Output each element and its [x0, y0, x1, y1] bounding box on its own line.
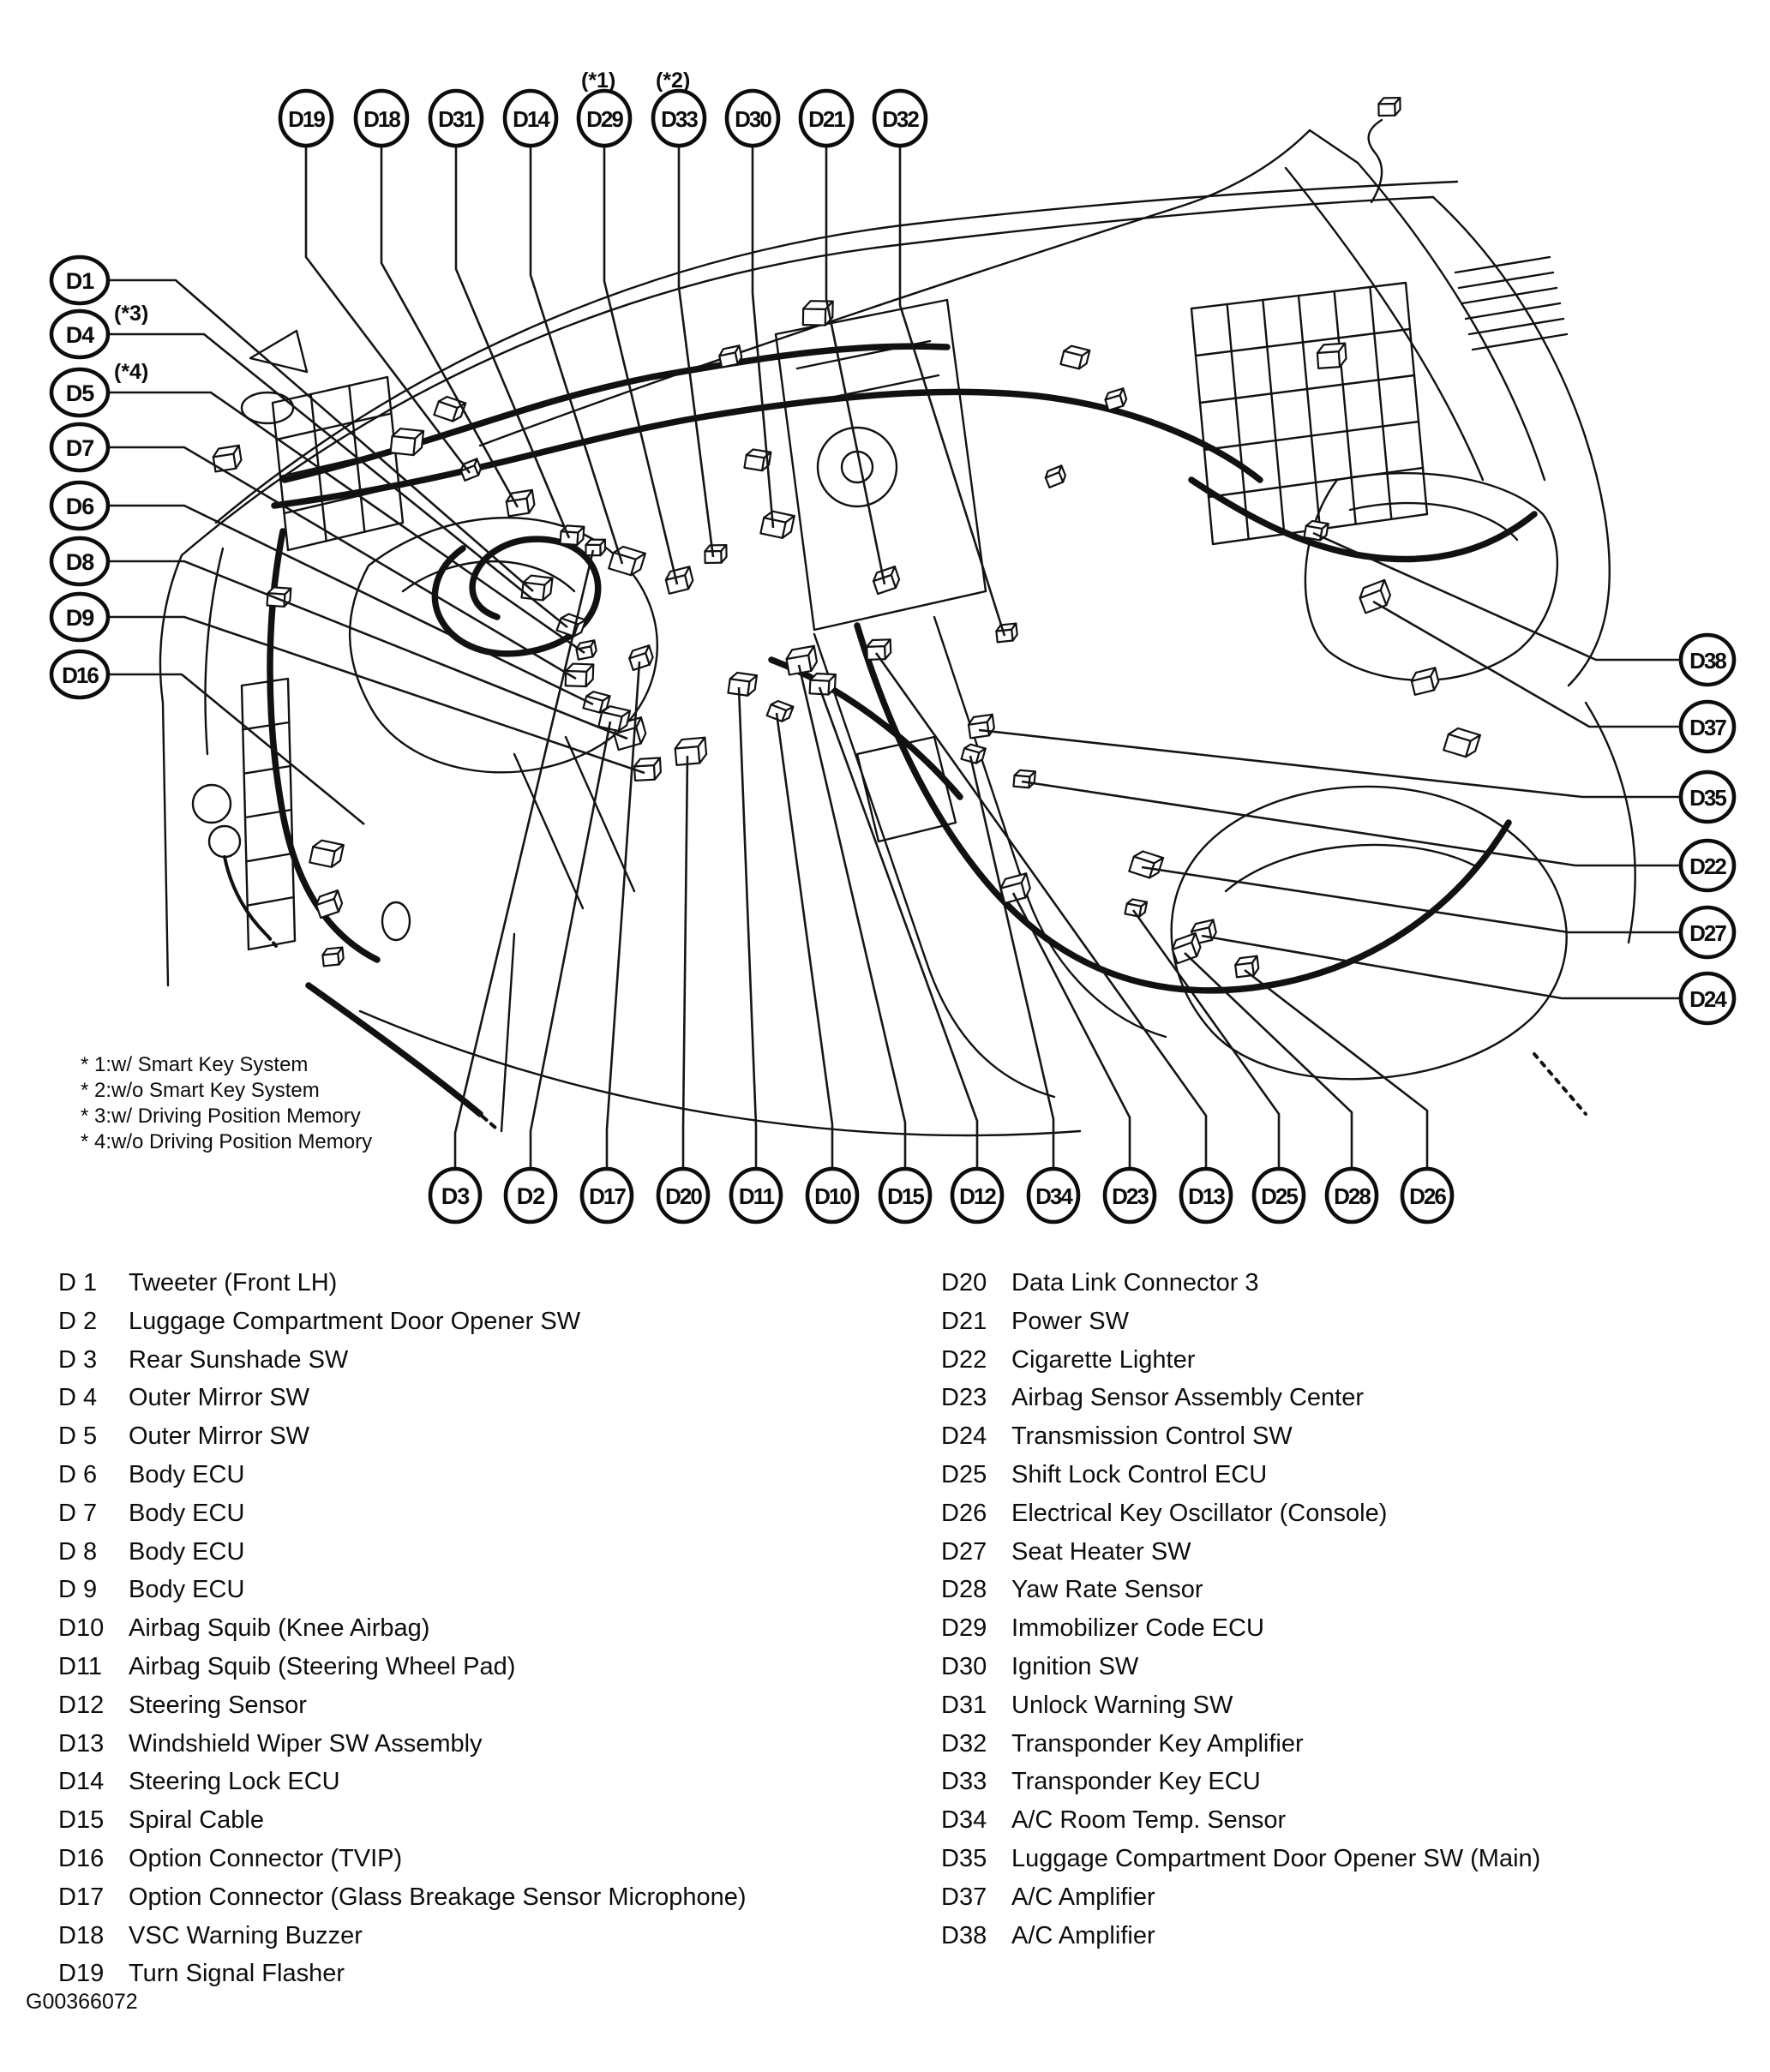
legend-label: Cigarette Lighter	[1011, 1345, 1196, 1374]
connector-box	[871, 566, 901, 594]
callout-label: D18	[363, 106, 399, 132]
connector-box	[1410, 668, 1440, 694]
legend-code: D 1	[58, 1269, 98, 1296]
callout-D7	[51, 424, 108, 470]
legend-code: D16	[58, 1845, 105, 1872]
connector-box	[1129, 849, 1163, 880]
legend-label: Body ECU	[129, 1499, 245, 1527]
footnote-mark-d29: (*1)	[581, 69, 616, 93]
leader-line	[1013, 893, 1130, 1169]
leader-line	[531, 146, 622, 564]
legend-label: Transponder Key Amplifier	[1011, 1729, 1304, 1758]
leader-line	[683, 756, 687, 1169]
callout-label: D34	[1035, 1183, 1071, 1209]
callout-D8	[51, 538, 108, 584]
footnote-mark-d33: (*2)	[656, 69, 691, 93]
legend-row	[941, 1384, 1364, 1412]
legend-row	[941, 1461, 1267, 1489]
callout-label: D30	[735, 106, 771, 132]
legend-code: D12	[58, 1691, 105, 1719]
callout-label: D37	[1689, 715, 1725, 740]
connector-box	[1378, 98, 1400, 116]
legend-label: Yaw Rate Sensor	[1011, 1576, 1203, 1604]
callout-D12	[952, 1169, 1002, 1222]
legend-label: Airbag Squib (Knee Airbag)	[129, 1614, 430, 1643]
callout-D9	[51, 594, 108, 640]
legend-label: Steering Lock ECU	[129, 1768, 340, 1796]
callout-label: D9	[65, 605, 94, 631]
legend-label: Airbag Sensor Assembly Center	[1011, 1384, 1365, 1412]
leader-line	[1373, 602, 1681, 727]
connector-box	[309, 839, 343, 869]
callout-label: D35	[1689, 785, 1725, 811]
legend-row	[58, 1768, 340, 1796]
connector-box	[1104, 388, 1128, 410]
legend-row	[58, 1614, 429, 1643]
legend-code: D 8	[58, 1537, 98, 1566]
connector-box	[1170, 933, 1203, 963]
callout-label: D16	[62, 662, 98, 688]
callout-D11	[731, 1169, 781, 1222]
leader-line	[106, 392, 585, 653]
legend-row	[58, 1653, 515, 1681]
legend-row	[58, 1422, 309, 1451]
legend-row	[941, 1308, 1129, 1336]
callout-label: D12	[959, 1183, 995, 1209]
connector-box	[968, 715, 995, 739]
connector-box	[810, 674, 836, 695]
leader-line	[106, 674, 364, 824]
legend-label: Body ECU	[129, 1537, 245, 1566]
legend-label: Windshield Wiper SW Assembly	[129, 1729, 483, 1758]
legend-code: D34	[941, 1806, 987, 1835]
legend-code: D23	[941, 1384, 987, 1412]
legend-code: D28	[941, 1576, 987, 1604]
callout-D18	[356, 91, 407, 146]
legend-row	[58, 1806, 264, 1835]
legend-code: D37	[941, 1883, 987, 1911]
callout-label: D10	[814, 1183, 850, 1209]
connector-box	[521, 575, 552, 602]
legend-code: D21	[941, 1307, 987, 1335]
callout-label: D21	[808, 106, 844, 132]
legend-row	[941, 1883, 1155, 1912]
footnote-line: * 1:w/ Smart Key System	[81, 1053, 309, 1076]
legend-code: D 4	[58, 1384, 98, 1412]
legend-code: D27	[941, 1537, 987, 1566]
legend-label: Turn Signal Flasher	[129, 1960, 345, 1988]
callout-label: D32	[882, 106, 918, 132]
legend-row	[941, 1500, 1387, 1528]
legend-code: D25	[941, 1461, 987, 1488]
leader-line	[306, 146, 470, 473]
callout-D17	[582, 1169, 632, 1222]
legend-label: VSC Warning Buzzer	[129, 1921, 363, 1949]
figure-id: G00366072	[26, 1990, 138, 2014]
callout-label: D4	[65, 322, 94, 348]
callout-label: D19	[288, 106, 324, 132]
legend-label: Rear Sunshade SW	[129, 1345, 349, 1374]
callout-D16	[51, 651, 108, 698]
legend-row	[58, 1692, 307, 1720]
legend-row	[941, 1768, 1261, 1796]
legend-row	[58, 1845, 402, 1873]
legend-code: D14	[58, 1768, 105, 1796]
connector-box	[705, 545, 726, 563]
callout-D37	[1681, 702, 1734, 752]
legend-row	[58, 1538, 244, 1566]
callout-D23	[1105, 1169, 1155, 1222]
callout-D29	[579, 91, 630, 146]
legend-row	[941, 1653, 1138, 1681]
legend-code: D 3	[58, 1345, 98, 1374]
callout-label: D7	[65, 435, 94, 461]
callout-D2	[506, 1169, 555, 1222]
callout-label: D23	[1112, 1183, 1148, 1209]
connector-box	[760, 510, 794, 540]
callout-label: D28	[1334, 1183, 1370, 1209]
legend-row	[58, 1960, 345, 1988]
connector-box	[586, 540, 605, 555]
footnotes-block	[81, 1052, 372, 1155]
legend-row	[58, 1269, 337, 1297]
legend-row	[58, 1730, 483, 1758]
connector-box	[996, 624, 1018, 643]
legend-label: Unlock Warning SW	[1011, 1691, 1233, 1719]
legend-code: D33	[941, 1768, 987, 1796]
connector-box	[675, 738, 707, 765]
callout-D19	[280, 91, 332, 146]
connector-box	[434, 395, 465, 423]
legend-label: Outer Mirror SW	[129, 1422, 310, 1451]
callout-D26	[1402, 1169, 1452, 1222]
callout-D1	[51, 257, 108, 303]
callout-label: D17	[589, 1183, 625, 1209]
leader-line	[679, 146, 713, 557]
legend-code: D10	[58, 1614, 105, 1643]
legend-row	[58, 1346, 348, 1374]
connector-box	[609, 544, 645, 577]
leader-line	[970, 756, 1053, 1169]
connector-box	[1357, 580, 1393, 614]
legend-label: Steering Sensor	[129, 1691, 307, 1719]
legend-row	[58, 1500, 244, 1528]
leader-line	[531, 722, 610, 1169]
legend-label: Airbag Squib (Steering Wheel Pad)	[129, 1653, 516, 1680]
legend-code: D11	[58, 1653, 103, 1680]
callout-D34	[1029, 1169, 1078, 1222]
legend-code: D35	[941, 1845, 987, 1872]
callout-label: D26	[1409, 1183, 1445, 1209]
callout-label: D38	[1689, 648, 1725, 674]
connector-box	[1234, 956, 1259, 978]
connector-box	[1060, 344, 1089, 370]
callout-label: D2	[516, 1183, 545, 1209]
legend-label: Ignition SW	[1011, 1653, 1139, 1680]
legend-label: A/C Amplifier	[1011, 1883, 1155, 1911]
callout-D10	[807, 1169, 857, 1222]
legend-row	[941, 1806, 1286, 1835]
leader-line	[106, 280, 533, 591]
legend-label: Data Link Connector 3	[1011, 1269, 1259, 1296]
leader-line	[1245, 970, 1427, 1169]
callout-D32	[874, 91, 926, 146]
callout-label: D15	[887, 1183, 923, 1209]
callout-D33	[653, 91, 705, 146]
connector-box	[627, 645, 655, 670]
legend-label: Body ECU	[129, 1461, 245, 1488]
callout-D3	[430, 1169, 480, 1222]
callout-label: D27	[1689, 920, 1725, 946]
leader-line	[979, 730, 1681, 797]
callout-D21	[801, 91, 852, 146]
legend-label: Seat Heater SW	[1011, 1537, 1191, 1566]
legend-row	[941, 1422, 1293, 1451]
callout-label: D20	[665, 1183, 701, 1209]
legend-code: D29	[941, 1614, 987, 1643]
callout-D13	[1181, 1169, 1231, 1222]
legend-code: D22	[941, 1345, 987, 1374]
legend-label: Spiral Cable	[129, 1806, 264, 1835]
legend-row	[941, 1346, 1195, 1374]
callout-label: D6	[65, 494, 94, 519]
legend-code: D 5	[58, 1422, 98, 1451]
leader-line	[777, 713, 832, 1169]
callout-label: D22	[1689, 853, 1725, 879]
legend-row	[58, 1883, 747, 1912]
leader-line	[826, 146, 885, 584]
legend-code: D30	[941, 1653, 987, 1680]
connector-box	[561, 525, 585, 545]
footnote-line: * 2:w/o Smart Key System	[81, 1079, 320, 1102]
legend-label: Body ECU	[129, 1576, 245, 1604]
leader-line	[799, 665, 905, 1169]
leader-line	[739, 687, 756, 1169]
callout-D28	[1327, 1169, 1377, 1222]
callout-D20	[658, 1169, 708, 1222]
legend-code: D17	[58, 1883, 105, 1911]
legend-label: Transmission Control SW	[1011, 1422, 1293, 1451]
legend-label: Tweeter (Front LH)	[129, 1269, 338, 1296]
callout-label: D11	[738, 1183, 774, 1209]
legend-label: Option Connector (TVIP)	[129, 1845, 403, 1872]
legend-code: D 7	[58, 1499, 98, 1527]
callout-D27	[1681, 907, 1734, 957]
callout-D22	[1681, 841, 1734, 890]
callout-label: D8	[65, 549, 94, 575]
legend-label: Power SW	[1011, 1307, 1129, 1335]
legend-code: D 2	[58, 1307, 98, 1335]
legend-row	[58, 1576, 244, 1604]
callout-label: D5	[65, 380, 94, 406]
callout-D25	[1254, 1169, 1304, 1222]
legend-label: A/C Amplifier	[1011, 1921, 1155, 1949]
legend-row	[58, 1308, 580, 1336]
callout-label: D29	[586, 106, 622, 132]
callout-D14	[505, 91, 556, 146]
callout-D38	[1681, 635, 1734, 685]
legend-row	[941, 1692, 1233, 1720]
connector-box	[212, 446, 242, 472]
leader-line	[455, 550, 593, 1169]
callout-D4	[51, 311, 108, 357]
legend-code: D38	[941, 1921, 987, 1949]
legend-row	[941, 1845, 1540, 1873]
legend-code: D32	[941, 1729, 987, 1758]
legend-code: D31	[941, 1691, 987, 1719]
connector-box	[1013, 770, 1035, 787]
legend-row	[941, 1730, 1304, 1758]
legend-row	[58, 1461, 244, 1489]
callout-D5	[51, 369, 108, 416]
legend-row	[941, 1922, 1155, 1950]
callout-D31	[430, 91, 482, 146]
connector-box	[557, 612, 586, 638]
legend-code: D20	[941, 1269, 987, 1296]
connector-box	[314, 890, 344, 918]
legend-label: Electrical Key Oscillator (Console)	[1011, 1499, 1388, 1527]
leader-lines	[106, 146, 1681, 1169]
legend-row	[941, 1614, 1264, 1643]
footnote-line: * 4:w/o Driving Position Memory	[81, 1130, 373, 1153]
legend-code: D24	[941, 1422, 987, 1451]
legend-label: Luggage Compartment Door Opener SW (Main)	[1011, 1845, 1541, 1872]
callout-D15	[880, 1169, 930, 1222]
legend-label: Shift Lock Control ECU	[1011, 1461, 1268, 1488]
legend-label: A/C Room Temp. Sensor	[1011, 1806, 1287, 1835]
callout-label: D14	[513, 106, 549, 132]
callout-label: D24	[1689, 986, 1725, 1012]
legend-label: Option Connector (Glass Breakage Sensor Microphone)	[129, 1883, 747, 1911]
leader-line	[1022, 781, 1681, 865]
legend-code: D 6	[58, 1461, 98, 1488]
connector-box	[1443, 726, 1480, 758]
callout-label: D25	[1261, 1183, 1297, 1209]
legend-row	[941, 1538, 1191, 1566]
callout-D6	[51, 482, 108, 529]
connector-box	[767, 699, 794, 723]
leader-line	[604, 146, 677, 584]
footnote-line: * 3:w/ Driving Position Memory	[81, 1105, 361, 1128]
legend-code: D15	[58, 1806, 105, 1835]
legend-row	[941, 1269, 1259, 1297]
callout-D35	[1681, 772, 1734, 822]
footnote-mark-d4: (*3)	[114, 302, 149, 326]
connector-box	[391, 428, 423, 456]
legend-row	[58, 1384, 309, 1412]
connector-box	[664, 566, 694, 593]
connector-box	[728, 672, 757, 697]
callout-label: D1	[65, 268, 94, 294]
legend-label: Immobilizer Code ECU	[1011, 1614, 1264, 1643]
legend-label: Transponder Key ECU	[1011, 1768, 1261, 1796]
legend-code: D18	[58, 1921, 105, 1949]
footnote-mark-d5: (*4)	[114, 360, 149, 384]
legend-label: Luggage Compartment Door Opener SW	[129, 1307, 581, 1335]
legend-row	[941, 1576, 1203, 1604]
legend-code: D 9	[58, 1576, 98, 1604]
legend-row	[58, 1922, 363, 1950]
legend-code: D19	[58, 1960, 105, 1988]
leader-line	[1142, 867, 1681, 932]
callout-D30	[727, 91, 778, 146]
legend-label: Outer Mirror SW	[129, 1384, 310, 1412]
callout-label: D33	[661, 106, 697, 132]
connector-box	[634, 758, 662, 780]
callout-D24	[1681, 973, 1734, 1023]
leader-line	[1202, 936, 1681, 998]
connector-box	[1317, 344, 1347, 368]
legend-code: D13	[58, 1729, 105, 1758]
connector-box	[322, 948, 345, 967]
legend-code: D26	[941, 1499, 987, 1527]
callout-label: D13	[1188, 1183, 1224, 1209]
connector-box	[1044, 465, 1068, 487]
callout-label: D3	[441, 1183, 470, 1209]
connector-box	[785, 646, 819, 675]
callout-label: D31	[438, 106, 474, 132]
